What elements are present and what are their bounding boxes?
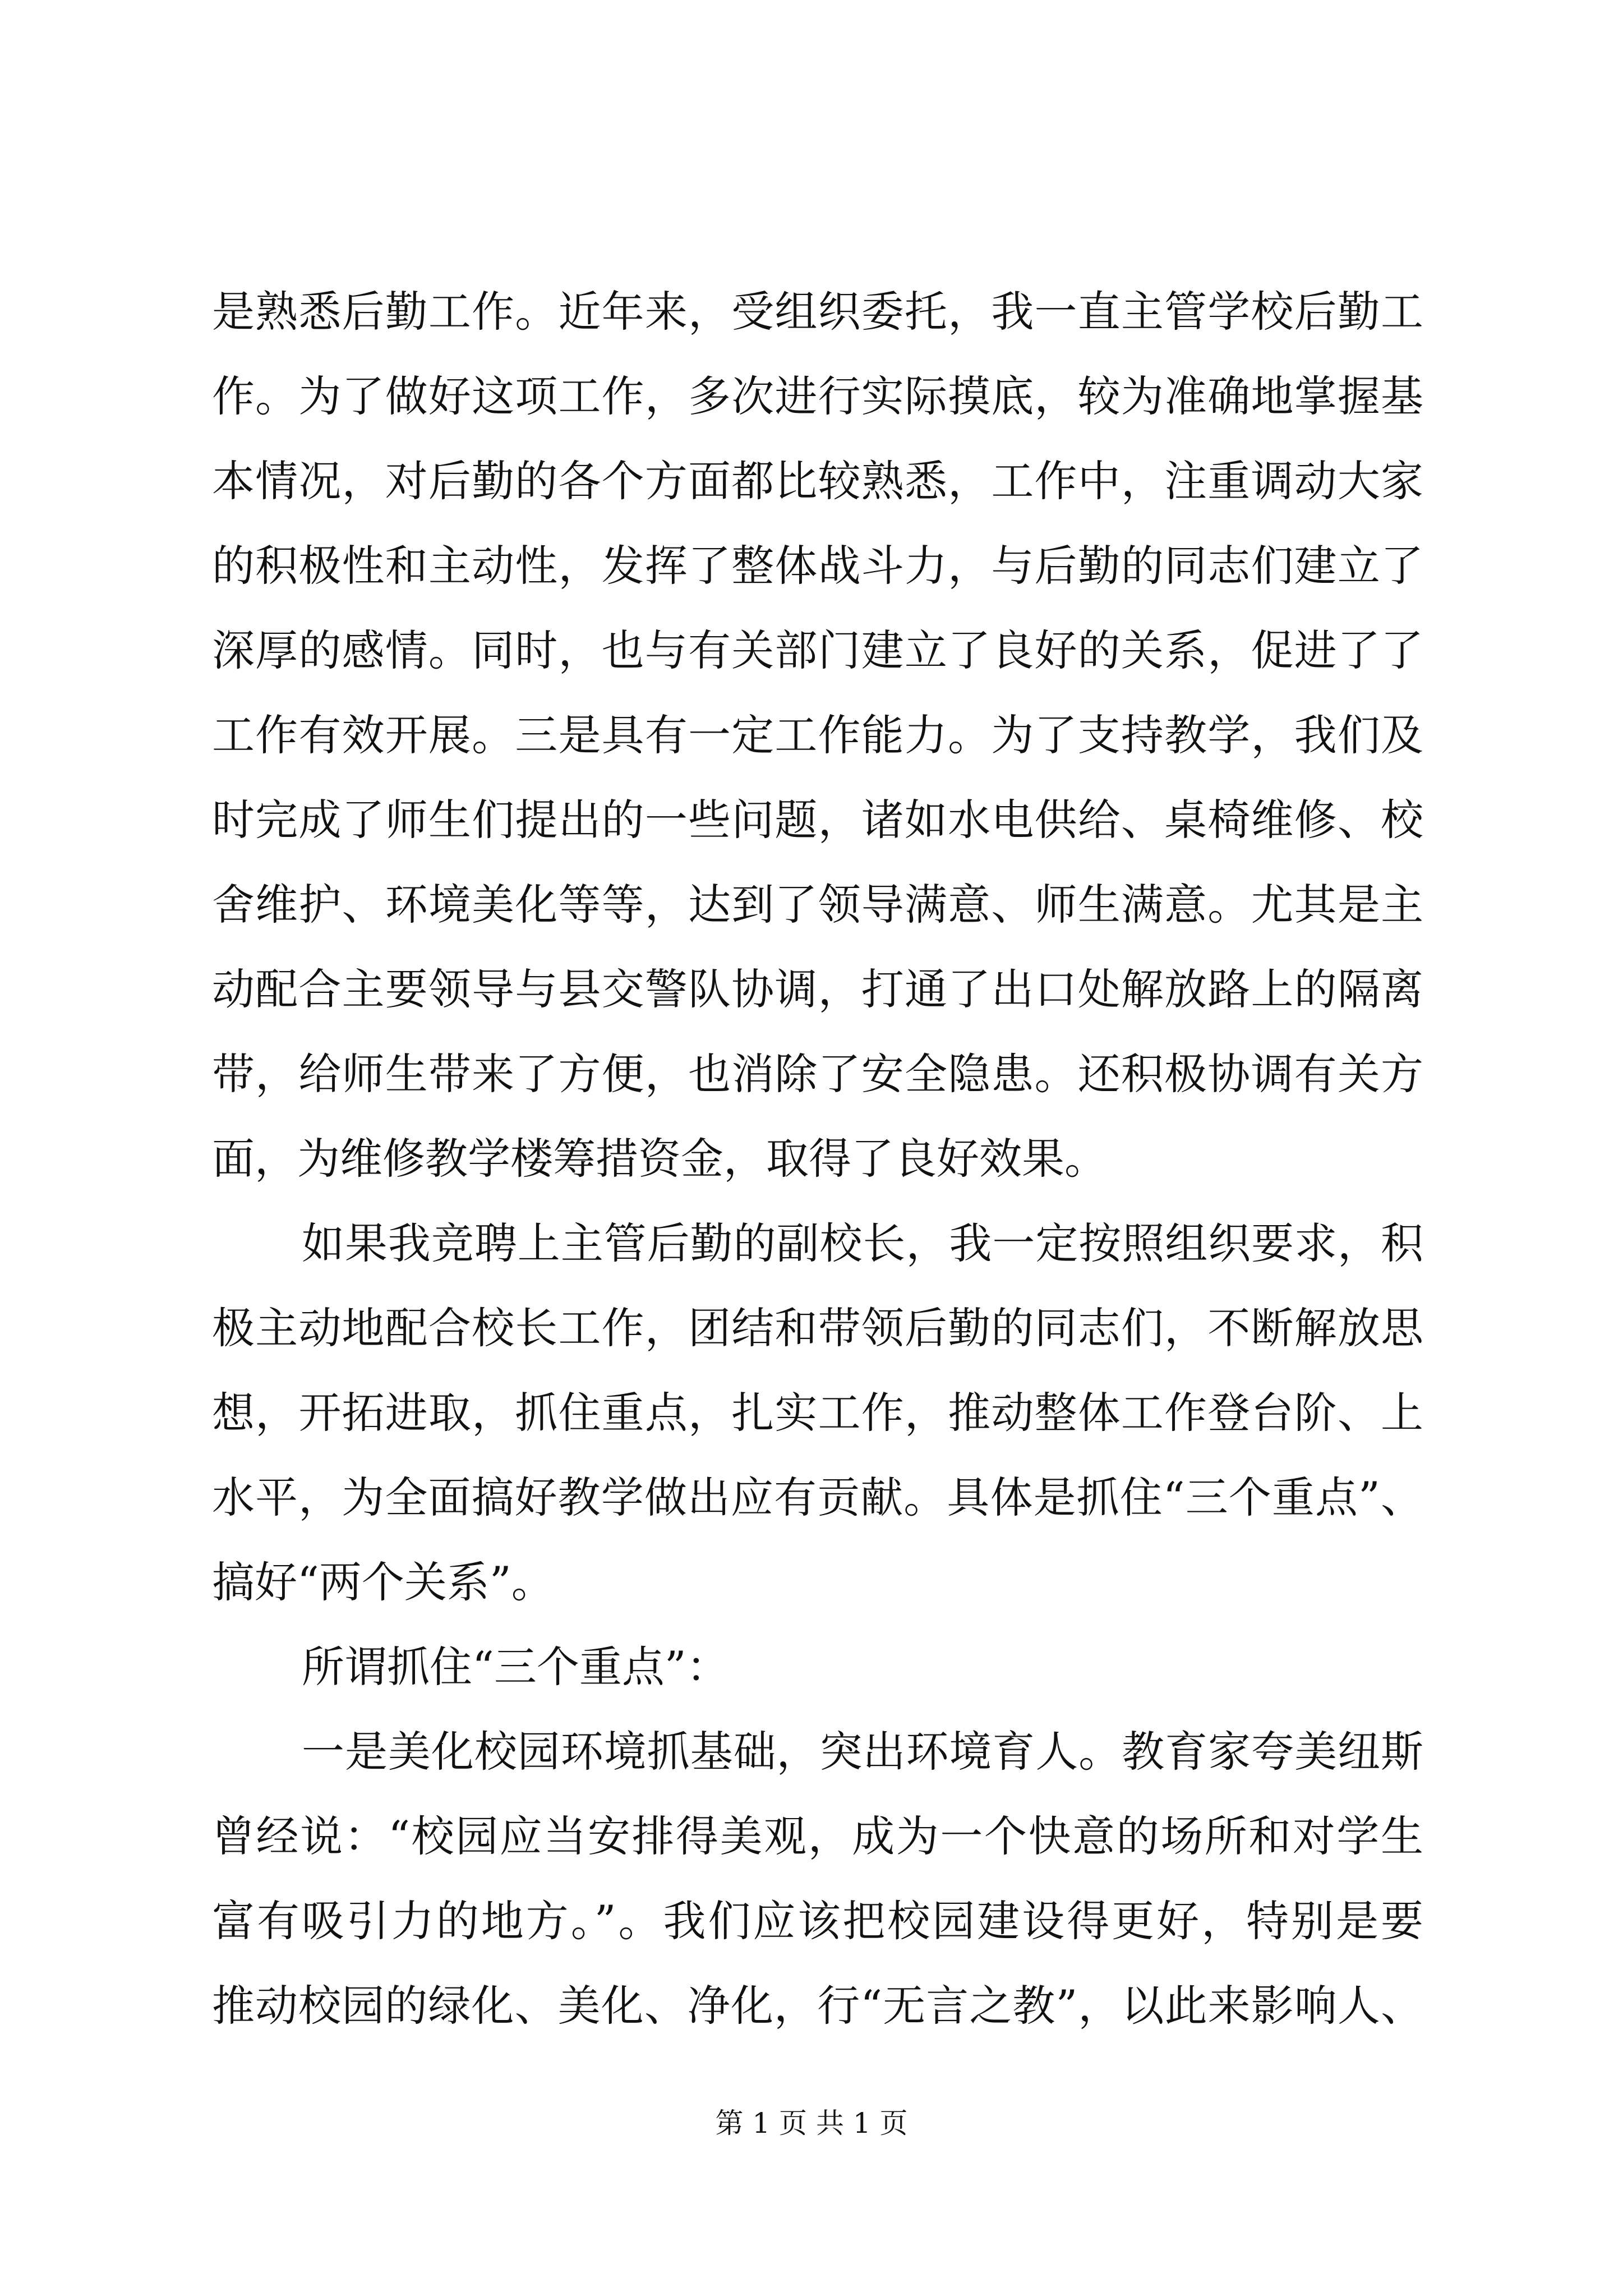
text-line: 曾经说：“校园应当安排得美观，成为一个快意的场所和对学生 [212,1811,1423,1861]
text-line: 时完成了师生们提出的一些问题，诸如水电供给、桌椅维修、校 [212,795,1423,845]
text-line: 搞好“两个关系”。 [212,1557,554,1607]
text-line: 深厚的感情。同时，也与有关部门建立了良好的关系，促进了了 [212,625,1423,675]
text-line: 推动校园的绿化、美化、净化，行“无言之教”，以此来影响人、 [212,1981,1423,2031]
text-line: 面，为维修教学楼筹措资金，取得了良好效果。 [212,1134,1107,1184]
text-line: 工作有效开展。三是具有一定工作能力。为了支持教学，我们及 [212,710,1423,760]
page-footer: 第 1 页 共 1 页 [715,2107,908,2139]
text-line: 想，开拓进取，抓住重点，扎实工作，推动整体工作登台阶、上 [212,1388,1423,1438]
text-line: 舍维护、环境美化等等，达到了领导满意、师生满意。尤其是主 [212,880,1423,930]
text-line: 的积极性和主动性，发挥了整体战斗力，与后勤的同志们建立了 [212,541,1423,591]
paragraph-start-line: 如果我竞聘上主管后勤的副校长，我一定按照组织要求，积 [302,1218,1423,1268]
text-line: 极主动地配合校长工作，团结和带领后勤的同志们，不断解放思 [212,1303,1423,1353]
text-line: 动配合主要领导与县交警队协调，打通了出口处解放路上的隔离 [212,964,1423,1014]
text-line: 是熟悉后勤工作。近年来，受组织委托，我一直主管学校后勤工 [212,287,1423,337]
paragraph-start-line: 一是美化校园环境抓基础，突出环境育人。教育家夸美纽斯 [302,1727,1423,1777]
text-line: 作。为了做好这项工作，多次进行实际摸底，较为准确地掌握基 [212,371,1423,421]
text-line: 带，给师生带来了方便，也消除了安全隐患。还积极协调有关方 [212,1049,1423,1099]
paragraph-start-line: 所谓抓住“三个重点”： [302,1642,729,1692]
text-line: 水平，为全面搞好教学做出应有贡献。具体是抓住“三个重点”、 [212,1473,1423,1522]
document-body [212,269,1423,2048]
text-line: 富有吸引力的地方。”。我们应该把校园建设得更好，特别是要 [212,1896,1423,1946]
text-line: 本情况，对后勤的各个方面都比较熟悉，工作中，注重调动大家 [212,456,1423,506]
